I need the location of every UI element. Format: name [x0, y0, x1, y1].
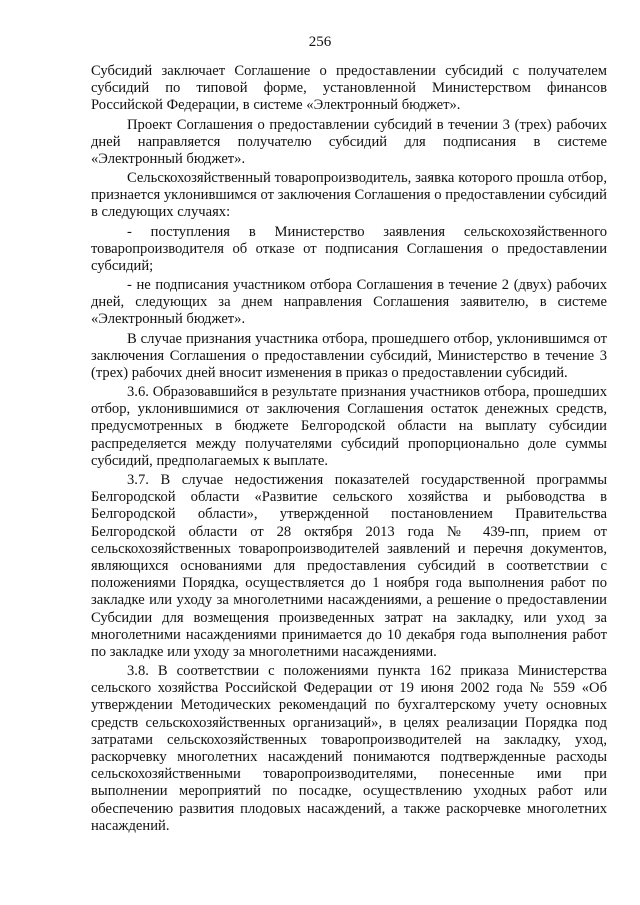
- paragraph-agreement-conclusion: Субсидий заключает Соглашение о предоставлении субсидий с получателем субсидий по типовой форме, установленной Министерством финансов Российской Федерации, в системе «Электронный бюджет».: [91, 63, 607, 114]
- paragraph-section-3-8: 3.8. В соответствии с положениями пункта 162 приказа Министерства сельского хозяйства Российской Федерации от 19 июня 2002 года № 559 «Об утверждении Методических рекомендаций по бухгалтерскому учету основных средств сельскохозяйственных организаций», в целях реализации Порядка под затратами сельскохозяйственных товаропроизводителей на закладку, уход, раскорчевку многолетних насаждений понимаются подтвержденные расходы сельскохозяйственными товаропроизводителями, понесенные ими при выполнении мероприятий по посадке, осуществлению уходных работ или обеспечению развития плодовых насаждений, а также раскорчевке многолетних насаждений.: [91, 663, 607, 834]
- paragraph-evasion-case-not-signed: - не подписания участником отбора Соглашения в течение 2 (двух) рабочих дней, следующих за днем направления Соглашения заявителю, в системе «Электронный бюджет».: [91, 277, 607, 328]
- paragraph-evasion-definition: Сельскохозяйственный товаропроизводитель, заявка которого прошла отбор, признается уклонившимся от заключения Соглашения о предоставлении субсидий в следующих случаях:: [91, 170, 607, 221]
- document-body: [91, 63, 607, 837]
- paragraph-evasion-case-refusal: - поступления в Министерство заявления сельскохозяйственного товаропроизводителя об отказе от подписания Соглашения о предоставлении субсидий;: [91, 223, 607, 274]
- paragraph-agreement-draft: Проект Соглашения о предоставлении субсидий в течении 3 (трех) рабочих дней направляется получателю субсидий для подписания в системе «Электронный бюджет».: [91, 116, 607, 167]
- paragraph-section-3-7: 3.7. В случае недостижения показателей государственной программы Белгородской области «Развитие сельского хозяйства и рыбоводства в Белгородской области», утвержденной постановлением Правительства Белгородской области от 28 октября 2013 года № 439-пп, прием от сельскохозяйственных товаропроизводителей заявлений и перечня документов, являющихся основаниями для предоставления субсидий в соответствии с положениями Порядка, осуществляется до 1 ноября года выполнения работ по закладке или уходу за многолетними насаждениями, а решение о предоставлении Субсидии для возмещения произведенных затрат на закладку, или уход за многолетними насаждениями принимается до 10 декабря года выполнения работ по закладке или уходу за многолетними насаждениями.: [91, 471, 607, 660]
- page-number: 256: [308, 34, 332, 50]
- paragraph-order-changes: В случае признания участника отбора, прошедшего отбор, уклонившимся от заключения Соглашения о предоставлении субсидий, Министерство в течение 3 (трех) рабочих дней вносит изменения в приказ о предоставлении субсидий.: [91, 330, 607, 381]
- paragraph-section-3-6: 3.6. Образовавшийся в результате признания участников отбора, прошедших отбор, уклонившимися от заключения Соглашения остаток денежных средств, предусмотренных в бюджете Белгородской области на выплату субсидии распределяется между получателями субсидий пропорционально доле суммы субсидий, предполагаемых к выплате.: [91, 384, 607, 469]
